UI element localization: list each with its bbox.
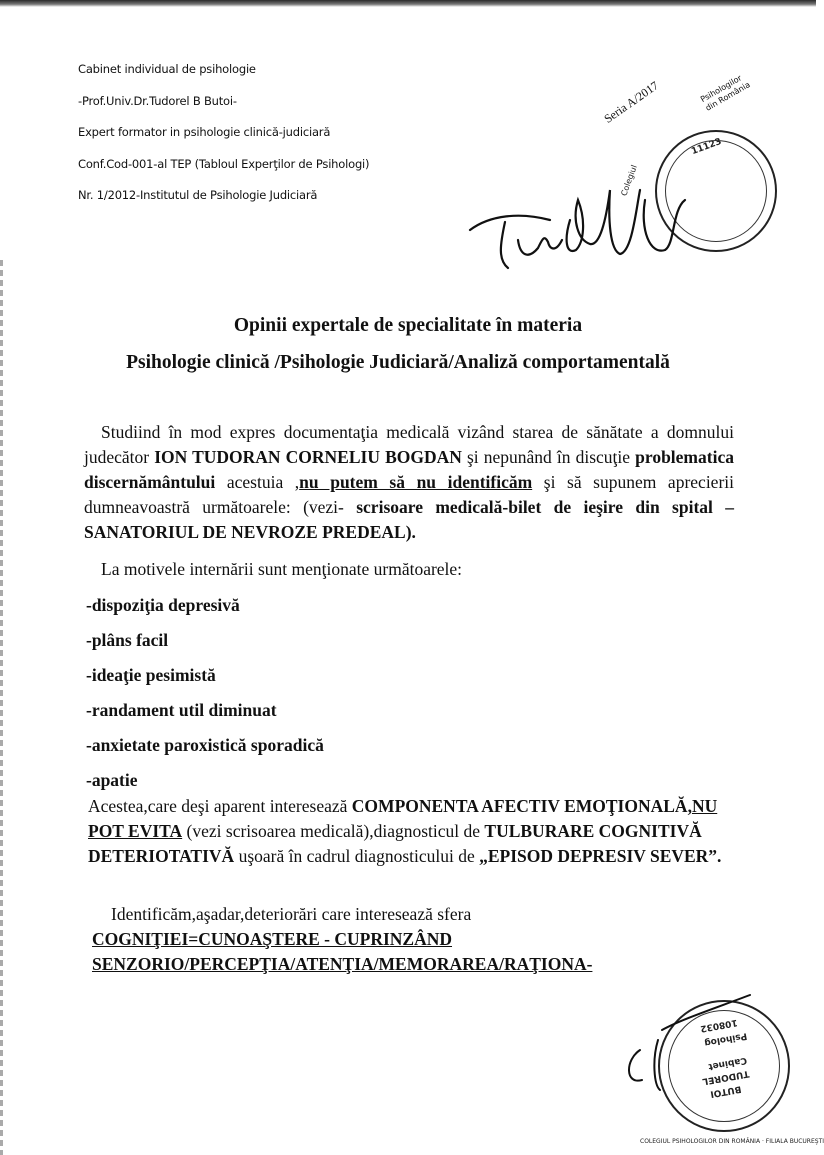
p1-emphasis: nu putem să nu identificăm (299, 472, 533, 492)
document-title: Opinii expertale de specialitate în materia (233, 315, 583, 336)
letterhead (78, 62, 369, 220)
list-item: -apatie (86, 770, 138, 790)
p2-text-2: (vezi scrisoarea medicală),diagnosticul de (182, 821, 485, 841)
judge-name: ION TUDORAN CORNELIU BOGDAN (154, 447, 462, 467)
symptom-list (86, 595, 324, 805)
top-seal-series: Seria A/2017 (601, 78, 662, 126)
bottom-seal-ring-text: COLEGIUL PSIHOLOGILOR DIN ROMÂNIA · FILIALA BUCUREŞTI (640, 1138, 824, 1145)
bottom-signature (620, 990, 760, 1100)
letterhead-line-2: -Prof.Univ.Dr.Tudorel B Butoi- (78, 93, 237, 108)
p2-episode: „EPISOD DEPRESIV SEVER”. (479, 846, 722, 866)
paragraph-3 (92, 902, 732, 977)
p1-topic: problematica discernământului (84, 447, 734, 492)
p3-bold: COGNIŢIEI=CUNOAŞTERE - CUPRINZÂND SENZORIO/PERCEPŢIA/ATENŢIA/MEMORAREA/RAŢIONA- (92, 929, 593, 974)
bottom-seal-line-3: TUDOREL (701, 1067, 750, 1087)
bottom-seal-number: 108032 (699, 1016, 739, 1034)
signature (460, 160, 720, 280)
paragraph-1 (84, 420, 734, 545)
list-item: -dispoziţia depresivă (86, 595, 240, 615)
list-item: -ideaţie pesimistă (86, 665, 216, 685)
p1-text-4: şi să supunem aprecierii dumneavoastră următoarele: (vezi- (84, 472, 734, 517)
top-seal-psychologists: Psihologilor din România (699, 73, 752, 113)
list-item: -plâns facil (86, 630, 169, 650)
p3-text-1: Identificăm,aşadar,deteriorări care interesează sfera (111, 904, 472, 924)
bottom-seal-line-1: Psiholog (703, 1030, 748, 1048)
document-subtitle: Psihologie clinică /Psihologie Judiciară/Analiză comportamentală (126, 352, 670, 373)
letterhead-line-3: Expert formator in psihologie clinică-judiciară (78, 125, 331, 139)
p2-text-1: Acestea,care deşi aparent interesează (88, 796, 352, 816)
scan-top-edge (0, 0, 816, 7)
letterhead-line-5: Nr. 1/2012-Institutul de Psihologie Judiciară (78, 188, 318, 202)
p2-underline: NU POT EVITA (88, 796, 718, 841)
bottom-seal-line-4: BUTOI (709, 1083, 742, 1099)
p1-document-reference: scrisoare medicală-bilet de ieşire din spital –SANATORIUL DE NEVROZE PREDEAL). (84, 497, 734, 542)
bottom-seal-line-2: Cabinet (707, 1054, 748, 1072)
letterhead-line-4: Conf.Cod-001-al TEP (Tabloul Experţilor de Psihologi) (78, 156, 370, 171)
reasons-intro: La motivele internării sunt menţionate următoarele: (101, 559, 463, 579)
p2-bold-1: COMPONENTA AFECTIV EMOŢIONALĂ, (351, 796, 692, 816)
list-item: -anxietate paroxistică sporadică (86, 735, 324, 755)
letterhead-line-1: Cabinet individual de psihologie (78, 62, 256, 76)
list-item: -randament util diminuat (86, 700, 277, 720)
scan-left-edge (0, 260, 3, 1155)
p1-text-2: şi nepunând în discuţie (461, 447, 636, 467)
p1-text-3: acestuia , (215, 472, 300, 492)
p2-text-3: uşoară în cadrul diagnosticului de (234, 846, 480, 866)
top-seal-college: Colegiul (619, 163, 639, 198)
paragraph-2 (88, 794, 728, 869)
p2-diagnosis: TULBURARE COGNITIVĂ DETERIOTATIVĂ (88, 821, 702, 866)
p1-text-1: Studiind în mod expres documentaţia medicală vizând starea de sănătate a domnului judecător (84, 422, 734, 467)
top-seal-number: 11123 (690, 136, 724, 158)
